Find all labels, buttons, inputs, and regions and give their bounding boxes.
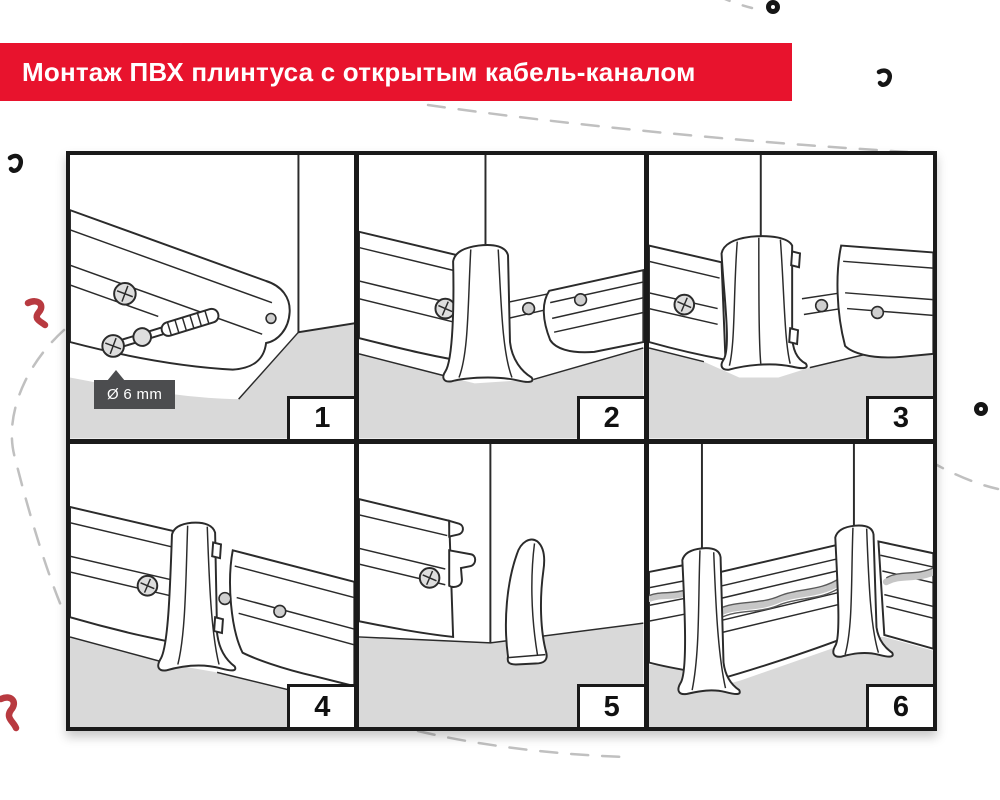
diameter-callout	[94, 380, 175, 409]
diameter-callout-text: Ø 6 mm	[107, 385, 163, 403]
step-number: 3	[892, 402, 910, 434]
skirting-right	[544, 270, 644, 352]
skirting-right	[837, 246, 933, 358]
screw-icon	[138, 575, 158, 595]
step-number: 5	[603, 690, 620, 723]
step-number-badge	[287, 684, 354, 727]
screw-icon	[114, 283, 136, 305]
step-number: 4	[314, 690, 331, 723]
title-banner	[0, 43, 792, 101]
dashed-arc-right	[928, 460, 998, 489]
dashed-arc-bottom	[418, 731, 626, 757]
step-number-badge	[577, 396, 644, 439]
step-number: 6	[892, 690, 910, 723]
step-number: 1	[314, 402, 331, 434]
ring-dot-top	[769, 3, 778, 12]
skirting-right-wall	[878, 541, 933, 648]
step-panel-5	[359, 444, 643, 728]
dashed-arc-left	[12, 330, 64, 608]
step-panel-2	[359, 155, 643, 439]
screw-head-icon	[102, 335, 124, 357]
step-number-badge	[577, 684, 644, 727]
screw-icon	[420, 568, 440, 588]
red-squiggle-left	[28, 301, 45, 325]
end-cap-piece	[506, 539, 547, 664]
step-panel-3	[649, 155, 933, 439]
step-panel-1	[70, 155, 354, 439]
step-panel-6	[649, 444, 933, 728]
step-number-badge	[866, 396, 933, 439]
mounting-strip	[802, 293, 841, 315]
screw-icon	[674, 295, 694, 315]
step-number-badge	[866, 684, 933, 727]
dashed-arc-top	[428, 105, 908, 152]
red-squiggle-bottom-left	[1, 697, 16, 728]
step-number: 2	[603, 402, 620, 434]
ring-dot-right	[977, 405, 986, 414]
skirting-right	[219, 550, 354, 686]
steps-grid	[66, 151, 937, 731]
step-number-badge	[287, 396, 354, 439]
inner-corner-piece	[721, 236, 806, 370]
skirting-left	[359, 499, 475, 637]
step-panel-4	[70, 444, 354, 728]
comma-mark-top-right	[879, 71, 890, 85]
outer-corner-piece	[444, 245, 533, 382]
page-title: Монтаж ПВХ плинтуса с открытым кабель-каналом	[22, 56, 696, 87]
comma-mark-left	[10, 156, 21, 171]
dashed-arc-top-edge	[714, 0, 752, 8]
